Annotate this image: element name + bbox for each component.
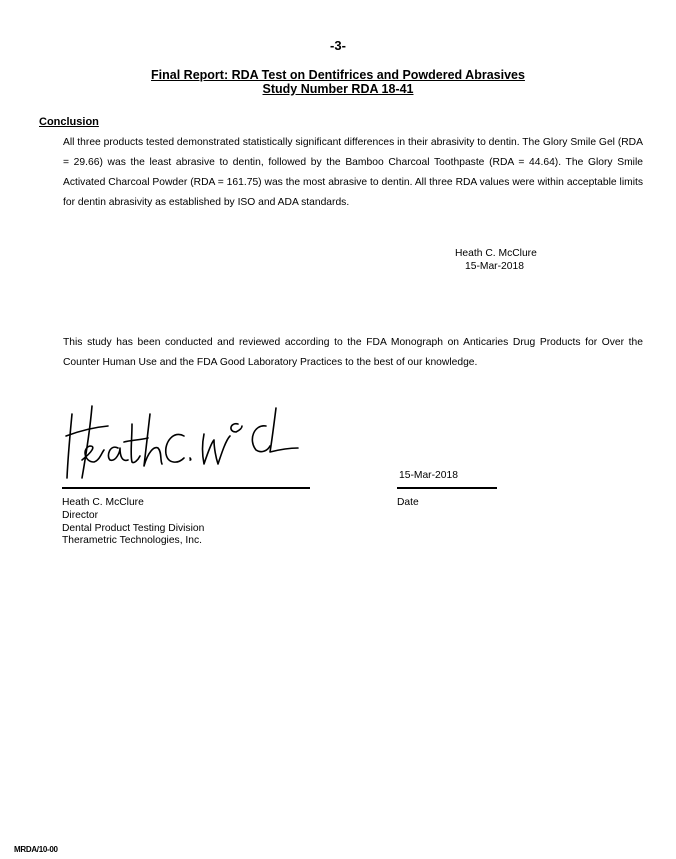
signoff-name: Heath C. McClure xyxy=(455,248,537,259)
signature-line xyxy=(62,487,310,489)
page-number: -3- xyxy=(330,38,346,53)
study-number: Study Number RDA 18-41 xyxy=(262,82,414,96)
signature-stroke xyxy=(203,434,231,464)
signature-stroke xyxy=(67,414,72,478)
date-label: Date xyxy=(397,497,419,508)
signer-company: Therametric Technologies, Inc. xyxy=(62,535,203,547)
signature-date: 15-Mar-2018 xyxy=(399,470,458,481)
signature-stroke xyxy=(270,408,298,452)
signature-stroke xyxy=(144,414,162,466)
compliance-statement: This study has been conducted and reviewed according to the FDA Monograph on Anticaries Drug Products for Over the Counter Human Use and the FDA Good Laboratory Practices to the best of our knowledge. xyxy=(63,337,643,368)
conclusion-paragraph: All three products tested demonstrated statistically significant differences in their abrasivity to dentin. The Glory Smile Gel (RDA = 29.66) was the least abrasive to dentin, followed by the Bamboo Charcoal Toothpaste (RDA = 44.64). The Glory Smile Activated Charcoal Powder (RDA = 161.75) was the most abrasive to dentin. All three RDA values were within acceptable limits for dentin abrasivity as established by ISO and ADA standards. xyxy=(63,137,643,208)
conclusion-signoff xyxy=(455,247,537,273)
signature-stroke xyxy=(108,447,128,460)
date-line xyxy=(397,487,497,489)
conclusion-heading: Conclusion xyxy=(39,116,99,128)
signoff-date: 15-Mar-2018 xyxy=(465,261,524,272)
signer-title: Director xyxy=(62,509,99,521)
handwritten-signature xyxy=(62,400,312,485)
signature-stroke xyxy=(124,438,148,442)
signature-stroke xyxy=(166,434,184,462)
signature-stroke xyxy=(252,426,270,452)
signature-stroke xyxy=(66,426,108,436)
signer-division: Dental Product Testing Division xyxy=(62,522,205,534)
signer-block xyxy=(62,497,204,548)
signer-name: Heath C. McClure xyxy=(62,497,144,508)
signature-stroke xyxy=(190,458,191,460)
signature-stroke xyxy=(231,424,242,432)
signature-stroke xyxy=(131,424,140,463)
signature-stroke xyxy=(82,406,92,478)
report-title: Final Report: RDA Test on Dentifrices and Powdered Abrasives xyxy=(151,68,525,82)
form-code: MRDA/10-00 xyxy=(14,845,58,854)
